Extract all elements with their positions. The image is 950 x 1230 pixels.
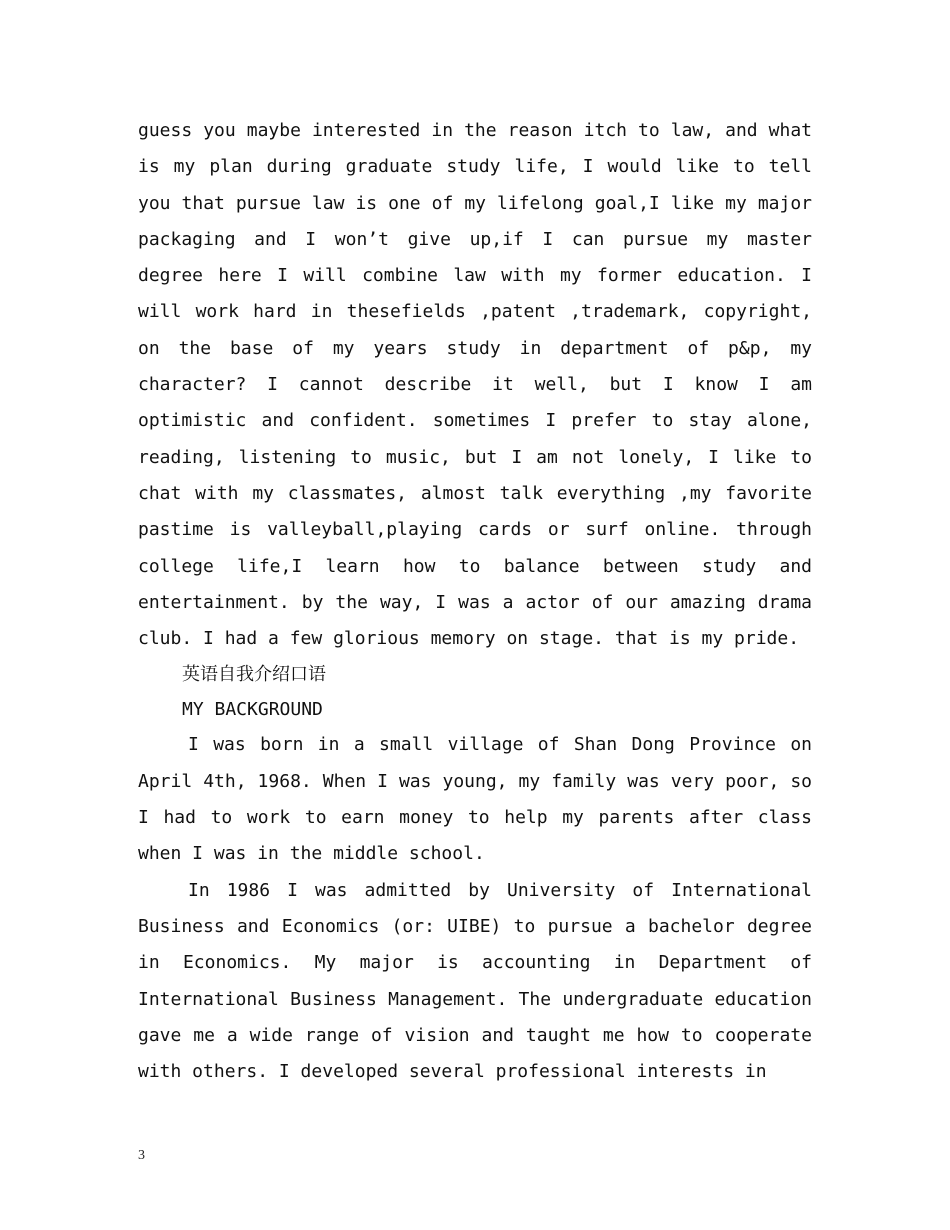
text-line: Business and Economics (or: UIBE) to pursue a bachelor degree (138, 915, 812, 937)
document-body (138, 113, 812, 1090)
text-line: reading, listening to music, but I am not lonely, I like to (138, 446, 812, 468)
text-line: I had to work to earn money to help my parents after class (138, 807, 812, 829)
paragraph-law-study (138, 113, 812, 657)
text-line: I was born in a small village of Shan Dong Province on (188, 734, 812, 756)
text-line: club. I had a few glorious memory on stage. that is my pride. (138, 628, 800, 650)
text-line: with others. I developed several professional interests in (138, 1061, 767, 1083)
text-line: when I was in the middle school. (138, 843, 485, 865)
text-line: in Economics. My major is accounting in Department of (138, 952, 812, 974)
paragraph-university (138, 873, 812, 1091)
text-line: packaging and I won’t give up,if I can pursue my master (138, 228, 812, 250)
text-line: April 4th, 1968. When I was young, my family was very poor, so (138, 770, 812, 792)
text-line: In 1986 I was admitted by University of International (188, 879, 812, 901)
text-line: pastime is valleyball,playing cards or surf online. through (138, 519, 812, 541)
text-line: entertainment. by the way, I was a actor of our amazing drama (138, 591, 812, 613)
heading-my-background: MY BACKGROUND (182, 699, 323, 721)
text-line: college life,I learn how to balance between study and (138, 555, 812, 577)
heading-chinese-title: 英语自我介绍口语 (182, 664, 326, 686)
text-line: on the base of my years study in department of p&p, my (138, 337, 812, 359)
text-line: character? I cannot describe it well, but I know I am (138, 374, 812, 396)
text-line: International Business Management. The undergraduate education (138, 988, 812, 1010)
text-line: you that pursue law is one of my lifelong goal,I like my major (138, 192, 812, 214)
text-line: gave me a wide range of vision and taught me how to cooperate (138, 1024, 812, 1046)
paragraph-birth (138, 727, 812, 872)
page-number: 3 (138, 1148, 145, 1163)
text-line: will work hard in thesefields ,patent ,trademark, copyright, (138, 301, 812, 323)
text-line: guess you maybe interested in the reason itch to law, and what (138, 120, 812, 141)
text-line: chat with my classmates, almost talk everything ,my favorite (138, 482, 812, 504)
text-line: optimistic and confident. sometimes I prefer to stay alone, (138, 410, 812, 432)
text-line: is my plan during graduate study life, I would like to tell (138, 156, 812, 178)
text-line: degree here I will combine law with my former education. I (138, 265, 812, 287)
